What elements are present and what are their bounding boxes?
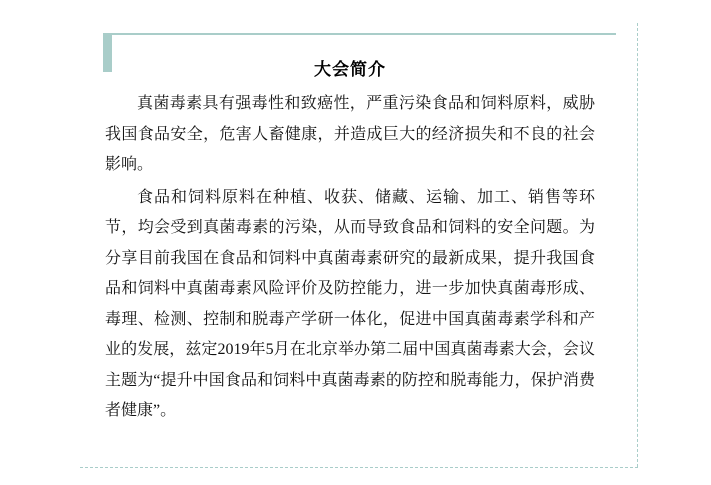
paragraph-mycotoxin-harm: 真菌毒素具有强毒性和致癌性，严重污染食品和饲料原料，威胁我国食品安全，危害人畜健康，并造成巨大的经济损失和不良的社会影响。 — [105, 95, 595, 173]
dashed-border-bottom — [80, 467, 638, 468]
dashed-border-right — [637, 23, 638, 467]
paragraph-conference-announcement: 食品和饲料原料在种植、收获、储藏、运输、加工、销售等环节，均会受到真菌毒素的污染，从而导致食品和饲料的安全问题。为分享目前我国在食品和饲料中真菌毒素研究的最新成果，提升我国食品和饲料中真菌毒素风险评价及防控能力，进一步加快真菌毒形成、毒理、检测、控制和脱毒产学研一体化，促进中国真菌毒素学科和产业的发展，兹定2019年5月在北京举办第二届中国真菌毒素大会，会议主题为“提升中国食品和饲料中真菌毒素的防控和脱毒能力，保护消费者健康”。 — [105, 188, 595, 419]
page-title: 大会简介 — [314, 60, 386, 80]
intro-text-body — [105, 89, 595, 429]
header-rule-line — [112, 33, 616, 35]
